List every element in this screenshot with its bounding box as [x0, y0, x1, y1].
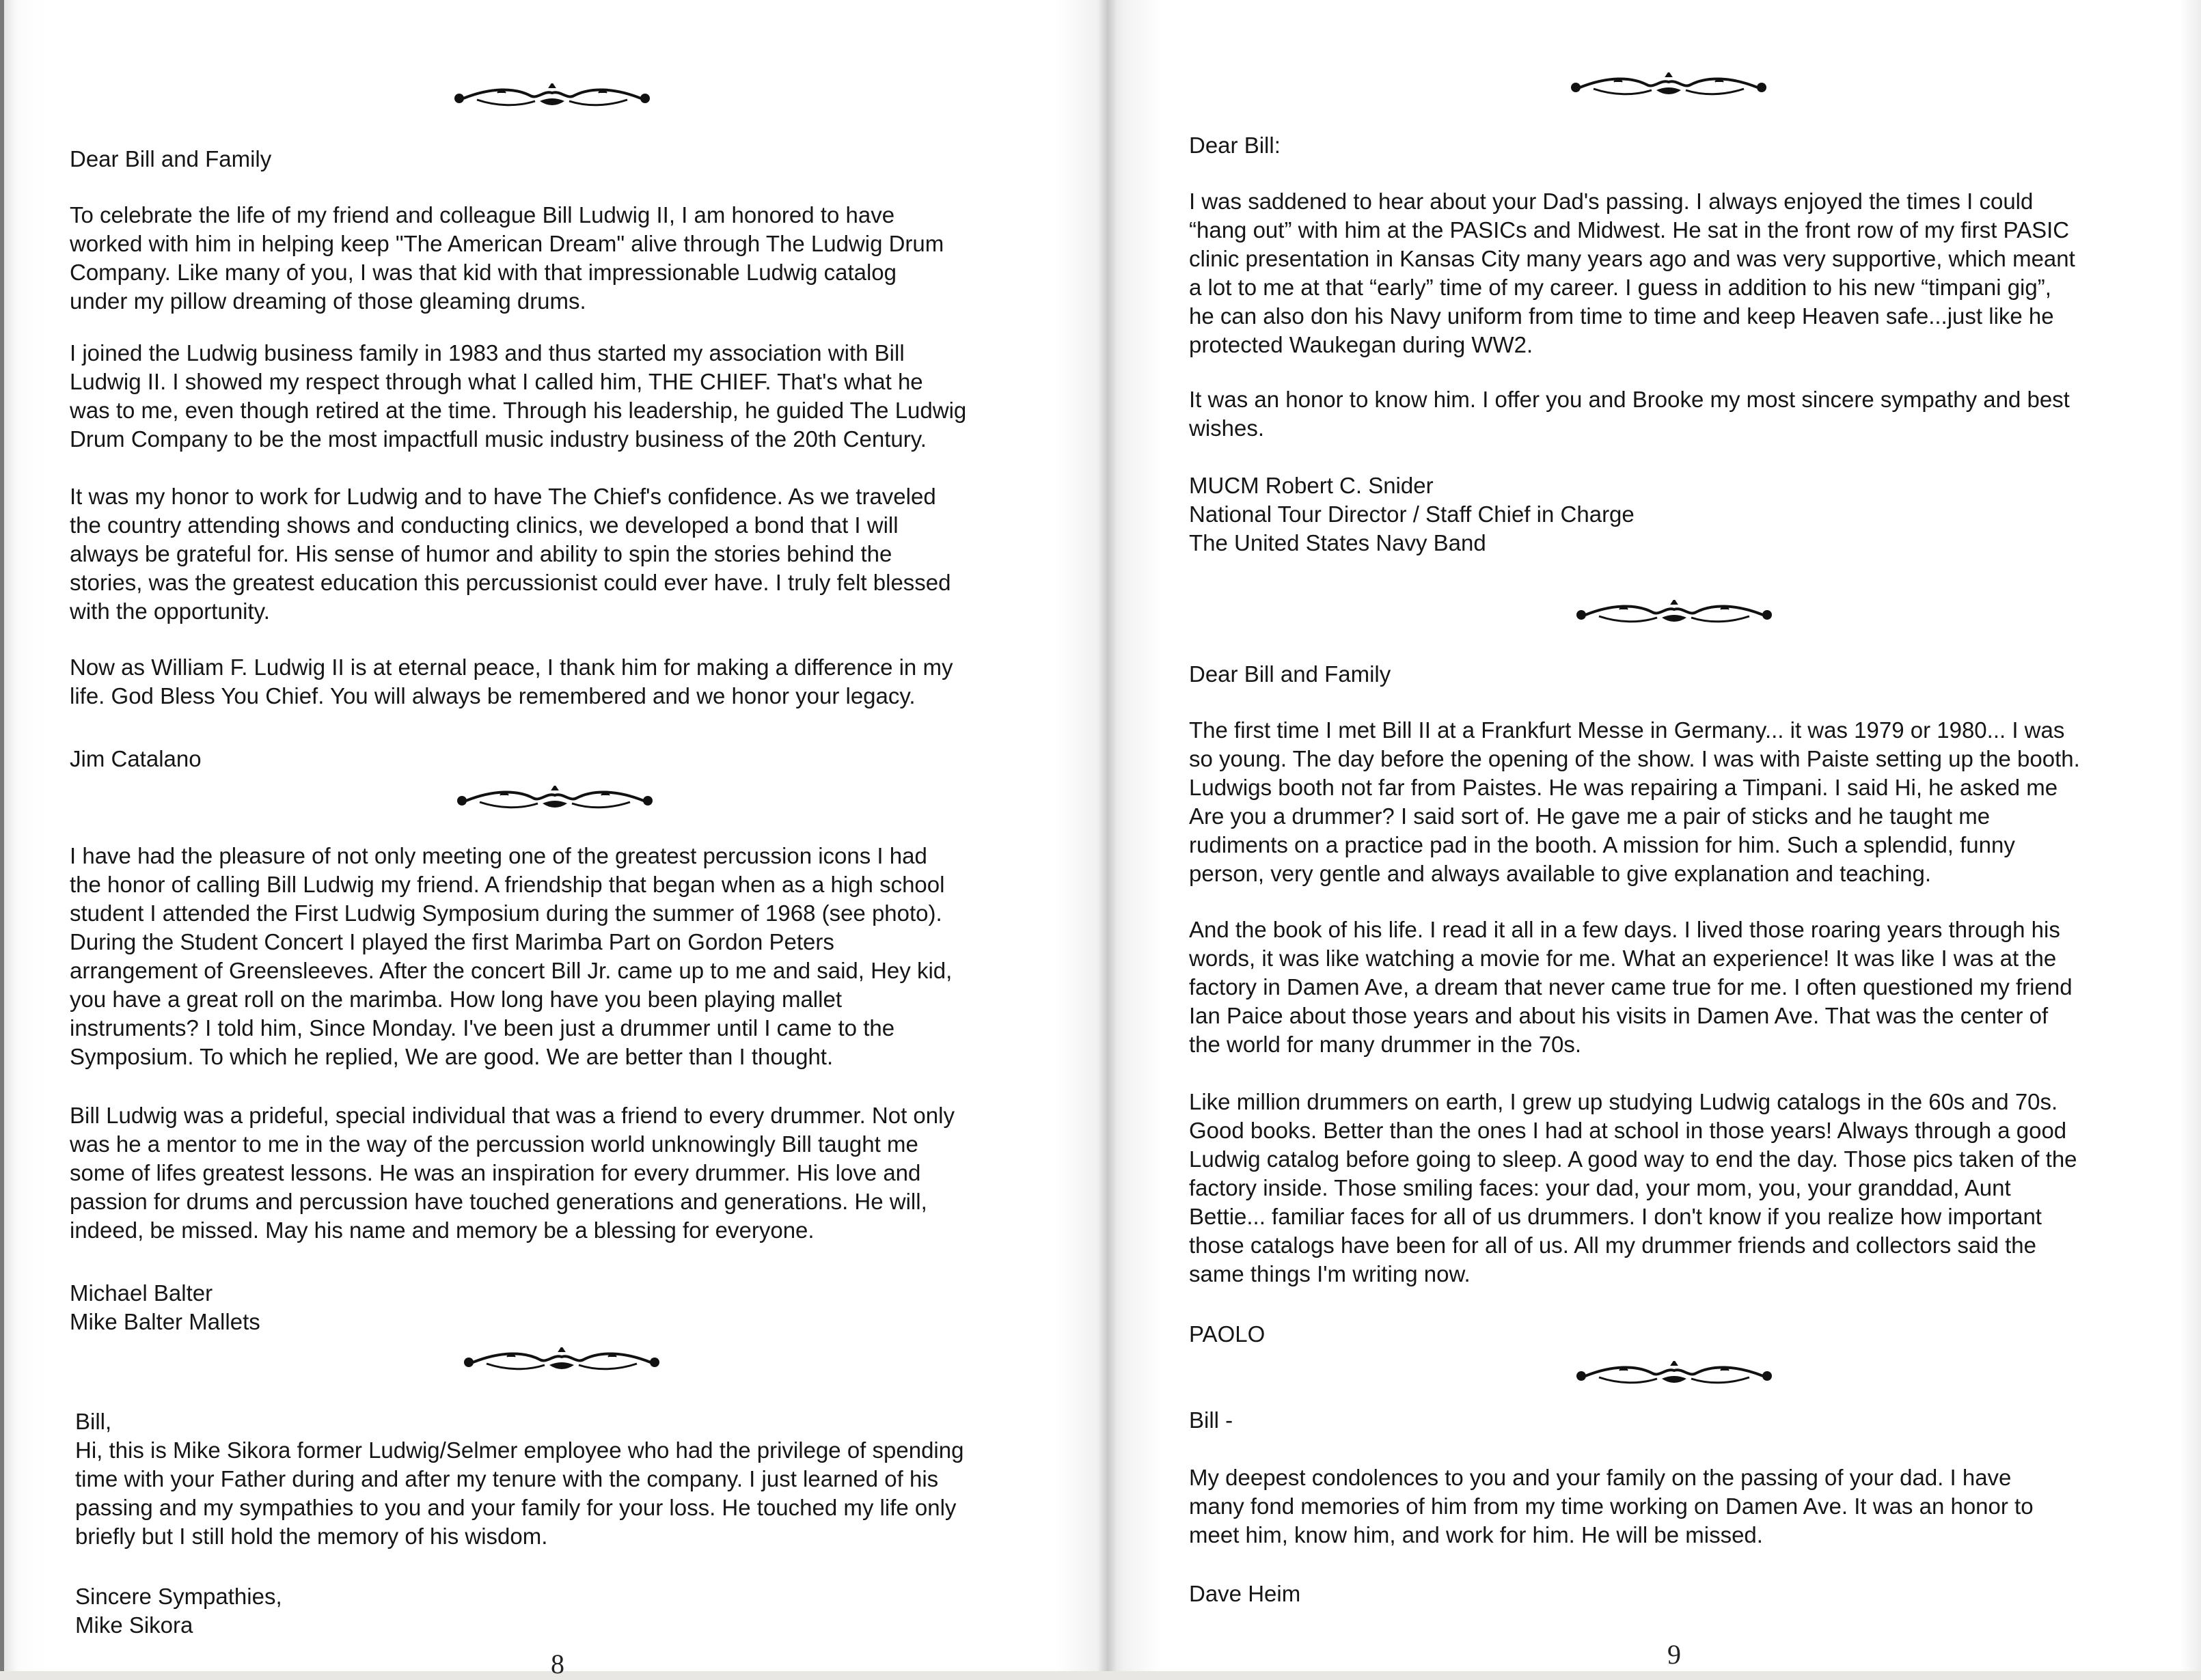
page-number: 8 [551, 1649, 564, 1679]
book-gutter [1097, 0, 1117, 1671]
letter-heim-signature: Dave Heim [1189, 1581, 1301, 1606]
letter-snider-paragraph-2: It was an honor to know him. I offer you and Brooke my most sincere sympathy and best wishes. [1189, 387, 2070, 441]
letter-paolo-paragraph-2: And the book of his life. I read it all in a few days. I lived those roaring years through his words, it was like watching a movie for me. What an experience! It was like I was at the factory in Damen Ave, a dream that never came true for me. I often questioned my friend Ian Paice about those years and about his visits in Damen Ave. That was the center of the world for many drummer in the 70s. [1189, 917, 2073, 1057]
letter-catalano-paragraph-4: Now as William F. Ludwig II is at eternal peace, I thank him for making a difference in my life. God Bless You Chief. You will always be remembered and we honor your legacy. [70, 655, 953, 708]
ornament-divider [1566, 72, 1771, 102]
letter-catalano-salutation: Dear Bill and Family [70, 146, 272, 171]
letter-catalano-signature: Jim Catalano [70, 746, 202, 771]
ornament-divider [1572, 600, 1777, 630]
letter-snider-salutation: Dear Bill: [1189, 133, 1281, 158]
letter-sikora-body: Bill, Hi, this is Mike Sikora former Ludwig/Selmer employee who had the privilege of spending time with your Father during and after my tenure with the company. I just learned of his passing and my sympathies to you and your family for your loss. He touched my life only briefly but I still hold the memory of his wisdom. [75, 1409, 964, 1549]
letter-heim-salutation: Bill - [1189, 1407, 1233, 1433]
ornament-divider [1572, 1361, 1777, 1391]
page-number: 9 [1667, 1639, 1681, 1670]
letter-paolo-signature: PAOLO [1189, 1321, 1266, 1347]
letter-paolo-salutation: Dear Bill and Family [1189, 661, 1391, 687]
letter-sikora-signature: Sincere Sympathies, Mike Sikora [75, 1584, 282, 1638]
letter-catalano-paragraph-1: To celebrate the life of my friend and colleague Bill Ludwig II, I am honored to have worked with him in helping keep "The American Dream" alive through The Ludwig Drum Company. Like many of you, I was that kid with that impressionable Ludwig catalog under my pillow dreaming of those gleaming drums. [70, 202, 944, 314]
right-page [1107, 0, 2201, 1671]
letter-snider-paragraph-1: I was saddened to hear about your Dad's passing. I always enjoyed the times I could “hang out” with him at the PASICs and Midwest. He sat in the front row of my first PASIC clinic presentation in Kansas City many years ago and was very supportive, which meant a lot to me at that “early” time of my career. I guess in addition to his new “timpani gig”, he can also don his Navy uniform from time to time and keep Heaven safe...just like he protected Waukegan during WW2. [1189, 189, 2075, 357]
letter-balter-paragraph-1: I have had the pleasure of not only meeting one of the greatest percussion icons I had the honor of calling Bill Ludwig my friend. A friendship that began when as a high school student I attended the First Ludwig Symposium during the summer of 1968 (see photo). During the Student Concert I played the first Marimba Part on Gordon Peters arrangement of Greensleeves. After the concert Bill Jr. came up to me and said, Hey kid, you have a great roll on the marimba. How long have you been playing mallet instruments? I told him, Since Monday. I've been just a drummer until I came to the Symposium. To which he replied, We are good. We are better than I thought. [70, 843, 953, 1069]
letter-balter-signature: Michael Balter Mike Balter Mallets [70, 1280, 260, 1334]
ornament-divider [452, 786, 657, 816]
letter-catalano-paragraph-2: I joined the Ludwig business family in 1983 and thus started my association with Bill Ludwig II. I showed my respect through what I called him, THE CHIEF. That's what he was to me, even though retired at the time. Through his leadership, he guided The Ludwig Drum Company to be the most impactfull music industry business of the 20th Century. [70, 340, 967, 452]
letter-paolo-paragraph-1: The first time I met Bill II at a Frankfurt Messe in Germany... it was 1979 or 1980... I was so young. The day before the opening of the show. I was with Paiste setting up the booth. Ludwigs booth not far from Paistes. He was repairing a Timpani. I said Hi, he asked me Are you a drummer? I said sort of. He gave me a pair of sticks and he taught me rudiments on a practice pad in the booth. A mission for him. Such a splendid, funny person, very gentle and always available to give explanation and teaching. [1189, 717, 2080, 886]
letter-catalano-paragraph-3: It was my honor to work for Ludwig and to have The Chief's confidence. As we traveled the country attending shows and conducting clinics, we developed a bond that I will always be grateful for. His sense of humor and ability to spin the stories behind the stories, was the greatest education this percussionist could ever have. I truly felt blessed with the opportunity. [70, 484, 951, 624]
letter-paolo-paragraph-3: Like million drummers on earth, I grew up studying Ludwig catalogs in the 60s and 70s. Good books. Better than the ones I had at school in those years! Always through a good Ludwig catalog before going to sleep. A good way to end the day. Those pics taken of the factory inside. Those smiling faces: your dad, your mom, you, your granddad, Aunt Bettie... familiar faces for all of us drummers. I don't know if you realize how important those catalogs have been for all of us. All my drummer friends and collectors said the same things I'm writing now. [1189, 1089, 2077, 1286]
ornament-divider [459, 1347, 664, 1377]
letter-heim-paragraph-1: My deepest condolences to you and your family on the passing of your dad. I have many fond memories of him from my time working on Damen Ave. It was an honor to meet him, know him, and work for him. He will be missed. [1189, 1465, 2034, 1547]
ornament-divider [450, 83, 655, 113]
letter-balter-paragraph-2: Bill Ludwig was a prideful, special individual that was a friend to every drummer. Not only was he a mentor to me in the way of the percussion world unknowingly Bill taught me some of lifes greatest lessons. He was an inspiration for every drummer. His love and passion for drums and percussion have touched generations and generations. He will, indeed, be missed. May his name and memory be a blessing for everyone. [70, 1103, 955, 1243]
letter-snider-signature: MUCM Robert C. Snider National Tour Director / Staff Chief in Charge The United States Navy Band [1189, 473, 1635, 555]
